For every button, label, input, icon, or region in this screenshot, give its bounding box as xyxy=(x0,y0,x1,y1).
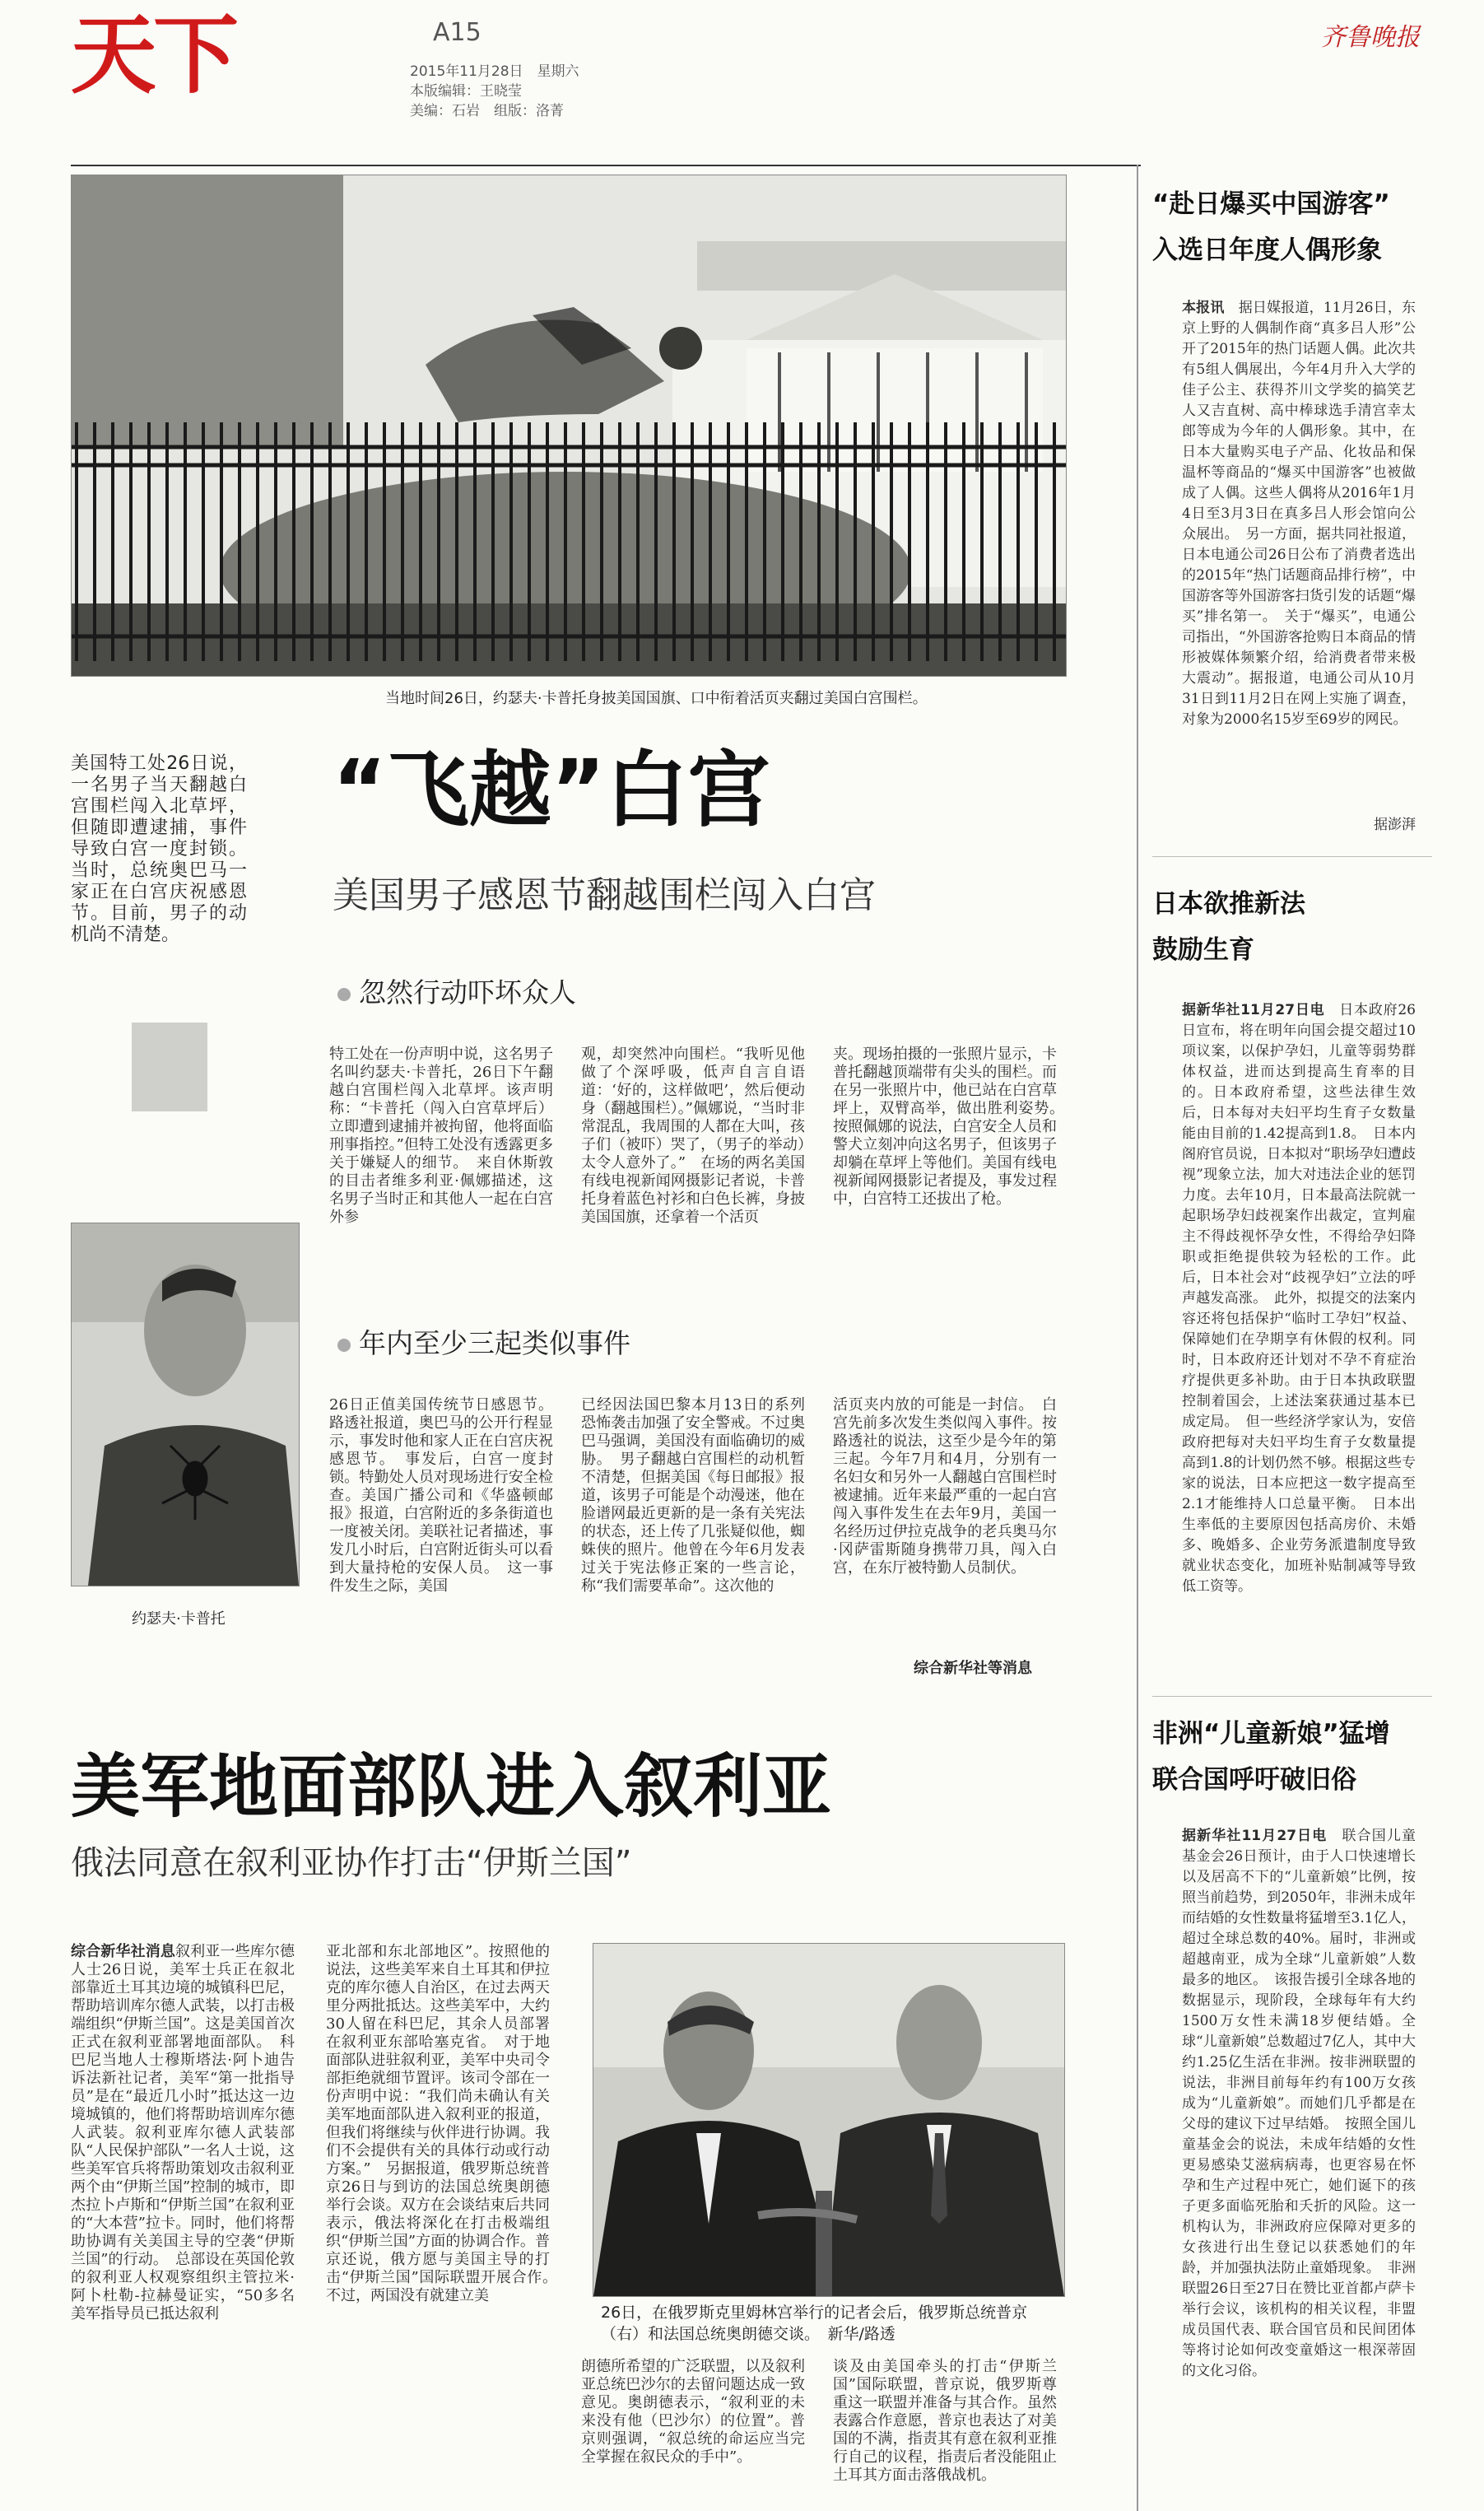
sidebar-story-1-headline xyxy=(1152,181,1390,273)
lead-col-4: 26日正值美国传统节日感恩节。路透社报道，奥巴马的公开行程显示，事发时他和家人正在白宫庆祝感恩节。 事发后，白宫一度封锁。特勤处人员对现场进行安全检查。美国广播公司和《华盛顿邮报》报道，白宫附近的多条街道也一度被关闭。美联社记者描述，事发几小时后，白宫附近街头可以看到大量持枪的安保人员。 这一事件发生之际，美国 xyxy=(329,1396,553,1595)
sidebar-story-1-source: 据澎湃 xyxy=(1374,817,1416,833)
header-divider xyxy=(71,165,1141,166)
lead-deck: 美国男子感恩节翻越围栏闯入白宫 xyxy=(333,874,876,916)
sidebar-story-1-body xyxy=(1182,298,1416,813)
lead-col-2: 观，却突然冲向围栏。“我听见他做了个深呼吸，低声自言自语道：‘好的，这样做吧’，然后便动身（翻越围栏）。”佩娜说，“当时非常混乱，我周围的人都在大叫，孩子们（被吓）哭了，（男子的举动）太令人意外了。” 在场的两名美国有线电视新闻网摄影记者说，卡普托身着蓝色衬衫和白色长裤，身披美国国旗，还拿着一个活页 xyxy=(581,1046,805,1226)
decorative-block xyxy=(132,1023,207,1111)
sidebar-story-3-text: 联合国儿童基金会26日预计，由于人口快速增长以及居高不下的“儿童新娘”比例，按照当前趋势，到2050年，非洲未成年而结婚的女性数量将猛增至3.1亿人，超过全球总数的40%。届时，非洲或超越南亚，成为全球“儿童新娘”人数最多的地区。 该报告援引全球各地的数据显示，现阶段，全球每年有大约1500万女性未满18岁便结婚。全球“儿童新娘”总数超过7亿人，其中大约1.25亿生活在非洲。按非洲联盟的说法，非洲目前每年约有100万女孩成为“儿童新娘”。而她们几乎都是在父母的建议下过早结婚。 按照全国儿童基金会的说法，未成年结婚的女性更易感染艾滋病病毒，也更容易在怀孕和生产过程中死亡，她们诞下的孩子更多面临死胎和夭折的风险。这一机构认为，非洲政府应保障对更多的女孩进行出生登记以获悉她们的年龄，并加强执法防止童婚现象。 非洲联盟26日至27日在赞比亚首都卢萨卡举行会议，该机构的相关议程，非盟成员国代表、联合国官员和民间团体等将讨论如何改变童婚这一根深蒂固的文化习俗。 xyxy=(1182,1828,1416,2379)
paper-logo: 齐鲁晚报 xyxy=(1321,23,1420,52)
second-lead-label: 综合新华社消息 xyxy=(71,1943,175,1960)
sidebar-story-2-headline-line-1: 日本欲推新法 xyxy=(1152,889,1305,919)
lead-summary: 美国特工处26日说，一名男子当天翻越白宫围栏闯入北草坪，但随即遭逮捕，事件导致白宫一度封锁。当时，总统奥巴马一家正在白宫庆祝感恩节。目前，男子的动机尚不清楚。 xyxy=(71,753,247,945)
sidebar-story-1-headline-line-1: “赴日爆买中国游客” xyxy=(1152,189,1390,219)
subhead-1-text: 忽然行动吓坏众人 xyxy=(359,976,576,1009)
editor-line: 本版编辑：王晓莹 xyxy=(410,83,522,100)
second-col-2: 亚北部和东北部地区”。按照他的说法，这些美军来自土耳其和伊拉克的库尔德人自治区，在过去两天里分两批抵达。这些美军中，大约30人留在科巴尼，其余人员部署在叙利亚东部哈塞克省。 对于地面部队进驻叙利亚，美军中央司令部拒绝就细节置评。该司令部在一份声明中说：“我们尚未确认有关美军地面部队进入叙利亚的报道，但我们将继续与伙伴进行协调。我们不会提供有关的具体行动或行动方案。” 另据报道，俄罗斯总统普京26日与到访的法国总统奥朗德举行会谈。双方在会谈结束后共同表示，俄法将深化在打击极端组织“伊斯兰国”方面的协调合作。普京还说，俄方愿与美国主导的打击“伊斯兰国”国际联盟开展合作。 不过，两国没有就建立美 xyxy=(326,1943,565,2304)
column-divider xyxy=(1137,165,1138,2511)
sidebar-story-1-text: 据日媒报道，11月26日，东京上野的人偶制作商“真多吕人形”公开了2015年的热门话题人偶。此次共有5组人偶展出，今年4月升入大学的佳子公主、获得芥川文学奖的搞笑艺人又吉直树、高中棒球选手清宫幸太郎等成为今年的人偶形象。其中，在日本大量购买电子产品、化妆品和保温杯等商品的“爆买中国游客”也被做成了人偶。这些人偶将从2016年1月4日至3月3日在真多吕人形会馆向公众展出。 另一方面，据共同社报道，日本电通公司26日公布了消费者选出的2015年“热门话题商品排行榜”，中国游客等外国游客扫货引发的话题“爆买”排名第一。 关于“爆买”，电通公司指出，“外国游客抢购日本商品的情形被媒体频繁介绍，给消费者带来极大震动”。据报道，电通公司从10月31日到11月2日在网上实施了调查，对象为2000名15岁至69岁的网民。 xyxy=(1182,300,1417,728)
bullet-icon xyxy=(337,1339,351,1352)
design-line: 美编：石岩 组版：洛菁 xyxy=(410,103,564,119)
lead-headline: “飞越”白宫 xyxy=(333,742,770,838)
subhead-1 xyxy=(337,971,576,1010)
sidebar-story-3-headline-line-2: 联合国呼吁破旧俗 xyxy=(1152,1765,1356,1795)
sidebar-story-2-body xyxy=(1182,1000,1416,1679)
subhead-2 xyxy=(337,1322,630,1361)
caputo-portrait xyxy=(71,1223,300,1586)
date-line: 2015年11月28日 星期六 xyxy=(410,63,579,80)
lead-col-3: 夹。现场拍摄的一张照片显示，卡普托翻越顶端带有尖头的围栏。而在另一张照片中，他已站在白宫草坪上，双臂高举，做出胜利姿势。 按照佩娜的说法，白宫安全人员和警犬立刻冲向这名男子，但该男子却躺在草坪上等他们。美国有线电视新闻网摄影记者提及，事发过程中，白宫特工还拔出了枪。 xyxy=(833,1046,1072,1208)
sidebar-story-3-headline-line-1: 非洲“儿童新娘”猛增 xyxy=(1152,1719,1390,1749)
second-col-3: 朗德所希望的广泛联盟，以及叙利亚总统巴沙尔的去留问题达成一致意见。奥朗德表示，“叙利亚的未来没有他（巴沙尔）的位置”。普京则强调，“叙总统的命运应当完全掌握在叙民众的手中”。 xyxy=(581,2358,805,2466)
white-house-photo xyxy=(71,175,1067,677)
second-col-1 xyxy=(71,1943,295,2503)
sidebar-story-2-lead: 据新华社11月27日电 xyxy=(1182,1002,1325,1018)
second-col-1-text: 叙利亚一些库尔德人士26日说，美军士兵正在叙北部靠近土耳其边境的城镇科巴尼，帮助培训库尔德人武装，以打击极端组织“伊斯兰国”。这是美国首次正式在叙利亚部署地面部队。 科巴尼当地人士穆斯塔法·阿卜迪告诉法新社记者，美军“第一批指导员”是在“最近几小时”抵达这一边境城镇的，他们将帮助培训库尔德人武装。叙利亚库尔德人武装部队“人民保护部队”一名人士说，这些美军官兵将帮助策划攻击叙利亚两个由“伊斯兰国”控制的城市，即杰拉卜卢斯和“伊斯兰国”在叙利亚的“大本营”拉卡。同时，他们将帮助协调有关美国主导的空袭“伊斯兰国”的行动。 总部设在英国伦敦的叙利亚人权观察组织主管拉米·阿卜杜勒-拉赫曼证实，“50多名美军指导员已抵达叙利 xyxy=(71,1943,295,2322)
sidebar-divider xyxy=(1152,1696,1432,1697)
second-photo-caption: 26日，在俄罗斯克里姆林宫举行的记者会后，俄罗斯总统普京（右）和法国总统奥朗德交谈。 新华/路透 xyxy=(601,2304,1028,2343)
sidebar-story-2-text: 日本政府26日宣布，将在明年向国会提交超过10项议案，以保护孕妇，儿童等弱势群体权益，进而达到提高生育率的目的。日本政府希望，这些法律生效后，日本每对夫妇平均生育子女数量能由目前的1.42提高到1.8。 日本内阁府官员说，日本拟对“职场孕妇遭歧视”现象立法，加大对违法企业的惩罚力度。去年10月，日本最高法院就一起职场孕妇歧视案作出裁定，宣判雇主不得歧视怀孕女性，不得给孕妇降职或拒绝提供较为轻松的工作。此后，日本社会对“歧视孕妇”立法的呼声越发高涨。 此外，拟提交的法案内容还将包括保护“临时工孕妇”权益、保障她们在孕期享有休假的权利。同时，日本政府还计划对不孕不育症治疗提供更多补助。由于日本执政联盟控制着国会，上述法案获通过基本已成定局。 但一些经济学家认为，安倍政府把每对夫妇平均生育子女数量提高到1.8的计划仍然不够。根据这些专家的说法，日本应把这一数字提高至2.1才能维持人口总量平衡。 日本出生率低的主要原因包括高房价、未婚多、晚婚多、企业劳务派遣制度导致就业状态变化，加班补贴制减等导致低工资等。 xyxy=(1182,1002,1416,1595)
subhead-2-text: 年内至少三起类似事件 xyxy=(359,1327,630,1359)
sidebar-story-3-lead: 据新华社11月27日电 xyxy=(1182,1828,1328,1844)
sidebar-story-1-headline-line-2: 入选日年度人偶形象 xyxy=(1152,235,1382,265)
lead-col-5: 已经因法国巴黎本月13日的系列恐怖袭击加强了安全警戒。不过奥巴马强调，美国没有面临确切的威胁。 男子翻越白宫围栏的动机暂不清楚，但据美国《每日邮报》报道，该男子可能是个动漫迷，他在脸谱网最近更新的是一条有关宪法的状态，还上传了几张疑似他，蜘蛛侠的照片。他曾在今年6月发表过关于宪法修正案的一些言论，称“我们需要革命”。这次他的 xyxy=(581,1396,805,1595)
page-number: A15 xyxy=(433,18,481,47)
bullet-icon xyxy=(337,988,351,1001)
sidebar-story-2-headline xyxy=(1152,881,1305,973)
second-col-4: 谈及由美国牵头的打击“伊斯兰国”国际联盟，普京说，俄罗斯尊重这一联盟并准备与其合作。虽然表露合作意愿，普京也表达了对美国的不满，指责其有意在叙利亚推行自己的议程，指责后者没能阻止土耳其方面击落俄战机。 xyxy=(833,2358,1057,2484)
lead-source: 综合新华社等消息 xyxy=(914,1660,1032,1677)
edition-meta xyxy=(410,62,579,121)
sidebar-divider xyxy=(1152,856,1432,857)
putin-hollande-photo xyxy=(593,1943,1065,2297)
lead-col-1: 特工处在一份声明中说，这名男子名叫约瑟夫·卡普托，26日下午翻越白宫围栏闯入北草坪。该声明称：“卡普托（闯入白宫草坪后）立即遭到逮捕并被拘留，他将面临刑事指控。”但特工处没有透露更多关于嫌疑人的细节。 来自休斯敦的目击者维多利亚·佩娜描述，这名男子当时正和其他人一起在白宫外参 xyxy=(329,1046,553,1226)
second-deck: 俄法同意在叙利亚协作打击“伊斯兰国” xyxy=(71,1844,632,1882)
section-title: 天下 xyxy=(71,5,236,105)
sidebar-story-2-headline-line-2: 鼓励生育 xyxy=(1152,935,1254,965)
lead-photo-caption: 当地时间26日，约瑟夫·卡普托身披美国国旗、口中衔着活页夹翻过美国白宫围栏。 xyxy=(385,690,928,707)
sidebar-story-3-body xyxy=(1182,1826,1416,2505)
sidebar-story-1-lead: 本报讯 xyxy=(1182,300,1225,316)
portrait-caption: 约瑟夫·卡普托 xyxy=(132,1610,226,1628)
lead-col-6: 活页夹内放的可能是一封信。 白宫先前多次发生类似闯入事件。按路透社的说法，这至少是今年的第三起。今年7月和4月，分别有一名妇女和另外一人翻越白宫围栏时被逮捕。近年来最严重的一起白宫闯入事件发生在去年9月，美国一名经历过伊拉克战争的老兵奥马尔·冈萨雷斯随身携带刀具，闯入白宫，在东厅被特勤人员制伏。 xyxy=(833,1396,1057,1577)
second-headline: 美军地面部队进入叙利亚 xyxy=(71,1746,832,1827)
sidebar-story-3-headline xyxy=(1152,1711,1390,1803)
